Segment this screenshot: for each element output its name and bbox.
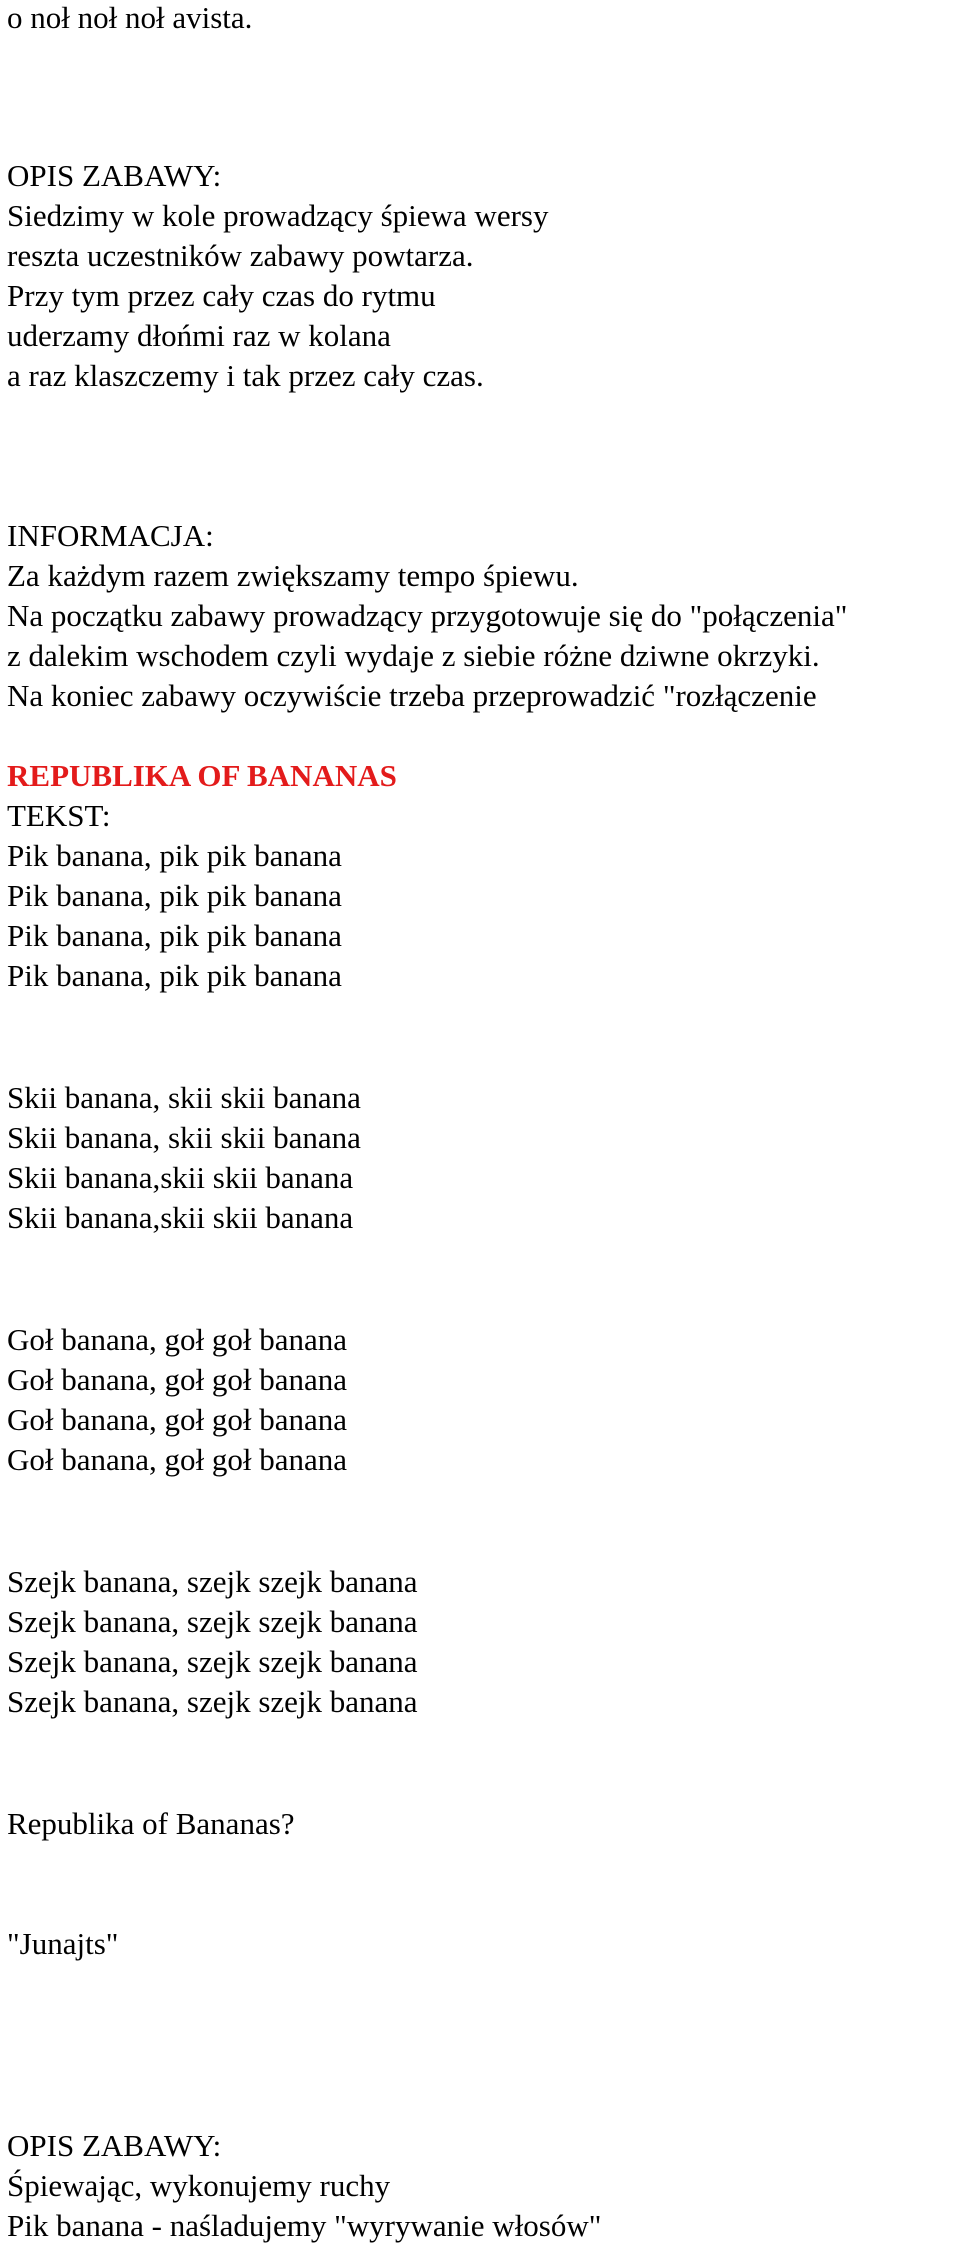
- opis-line: reszta uczestników zabawy powtarza.: [7, 238, 474, 273]
- lyric-line: Szejk banana, szejk szejk banana: [7, 1564, 418, 1599]
- lyric-line: Goł banana, goł goł banana: [7, 1322, 348, 1357]
- informacja-line: Za każdym razem zwiększamy tempo śpiewu.: [7, 558, 579, 593]
- opis-line: Przy tym przez cały czas do rytmu: [7, 278, 436, 313]
- informacja-line: Na koniec zabawy oczywiście trzeba przeprowadzić "rozłączenie: [7, 678, 817, 713]
- informacja-heading: INFORMACJA:: [7, 518, 214, 553]
- opis-line: uderzamy dłońmi raz w kolana: [7, 318, 391, 353]
- opis-heading: OPIS ZABAWY:: [7, 158, 222, 193]
- lyric-line: Skii banana,skii skii banana: [7, 1160, 354, 1195]
- song-title: REPUBLIKA OF BANANAS: [7, 758, 397, 793]
- opis-line: Pik banana - naśladujemy "wyrywanie włosów": [7, 2208, 602, 2243]
- lyric-line: Szejk banana, szejk szejk banana: [7, 1684, 418, 1719]
- lyric-line: Skii banana, skii skii banana: [7, 1080, 361, 1115]
- lyric-line: Goł banana, goł goł banana: [7, 1442, 348, 1477]
- opis-heading: OPIS ZABAWY:: [7, 2128, 222, 2163]
- lyric-answer: "Junajts": [7, 1926, 119, 1961]
- lyric-line: Pik banana, pik pik banana: [7, 838, 342, 873]
- intro-line: o nоł nоł nоł avista.: [7, 0, 253, 35]
- lyric-line: Skii banana,skii skii banana: [7, 1200, 354, 1235]
- lyric-line: Pik banana, pik pik banana: [7, 958, 342, 993]
- lyric-line: Goł banana, goł goł banana: [7, 1362, 348, 1397]
- lyric-line: Pik banana, pik pik banana: [7, 878, 342, 913]
- tekst-label: TEKST:: [7, 798, 111, 833]
- lyric-line: Szejk banana, szejk szejk banana: [7, 1604, 418, 1639]
- informacja-line: z dalekim wschodem czyli wydaje z siebie różne dziwne okrzyki.: [7, 638, 820, 673]
- lyric-line: Skii banana, skii skii banana: [7, 1120, 361, 1155]
- opis-line: Siedzimy w kole prowadzący śpiewa wersy: [7, 198, 549, 233]
- lyric-line: Pik banana, pik pik banana: [7, 918, 342, 953]
- opis-line: Śpiewając, wykonujemy ruchy: [7, 2168, 391, 2203]
- opis-line: a raz klaszczemy i tak przez cały czas.: [7, 358, 484, 393]
- informacja-line: Na początku zabawy prowadzący przygotowuje się do "połączenia": [7, 598, 848, 633]
- lyric-line: Szejk banana, szejk szejk banana: [7, 1644, 418, 1679]
- lyric-line: Goł banana, goł goł banana: [7, 1402, 348, 1437]
- lyric-question: Republika of Bananas?: [7, 1806, 295, 1841]
